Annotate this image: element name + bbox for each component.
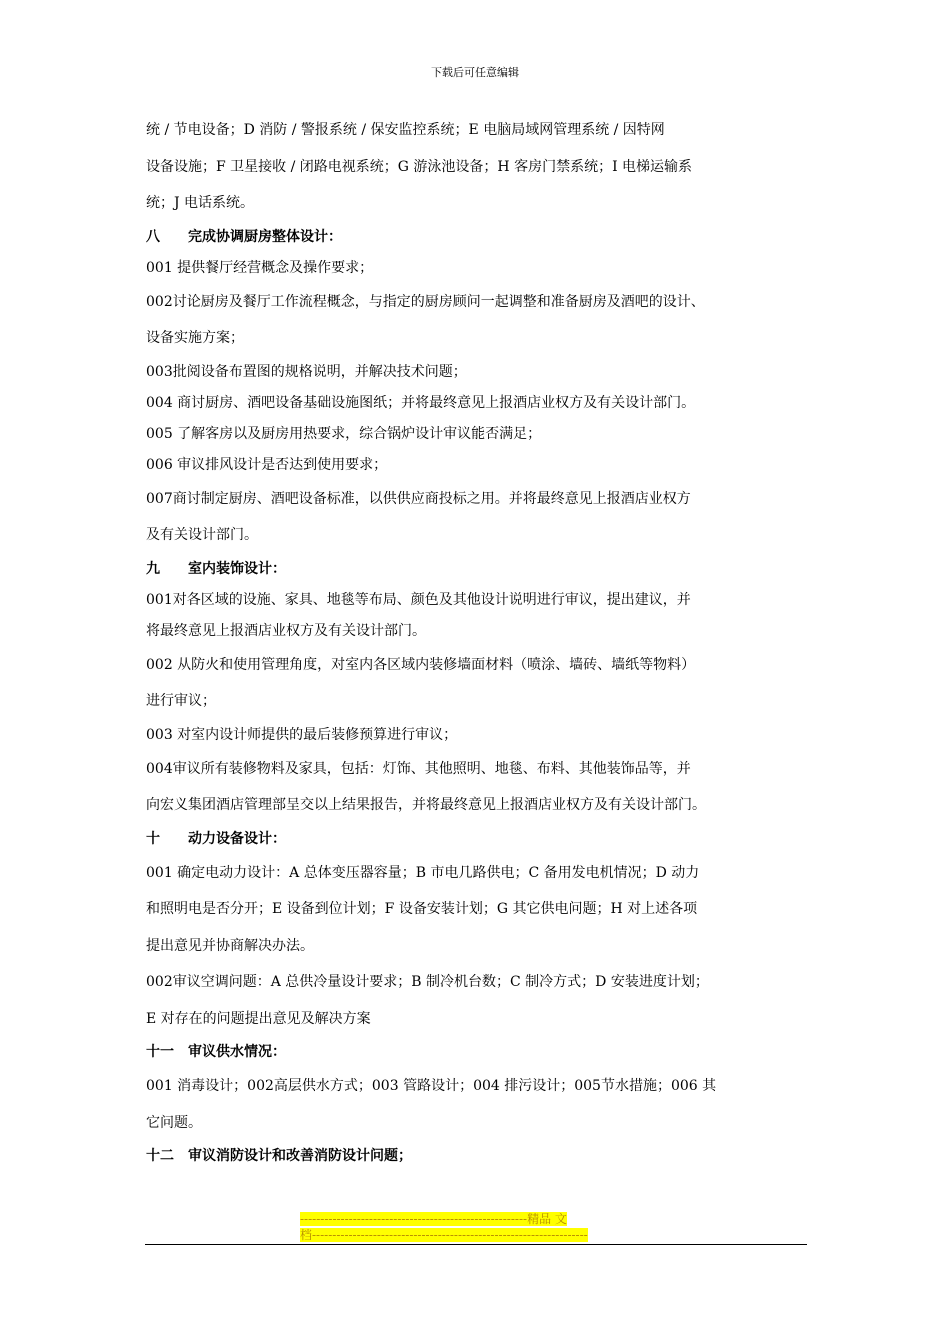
text-line: 002审议空调问题：A 总供冷量设计要求；B 制冷机台数；C 制冷方式；D 安装进度计划；: [146, 974, 709, 990]
text-line: 004审议所有装修物料及家具，包括：灯饰、其他照明、地毯、布料、其他装饰品等，并: [146, 760, 691, 777]
text-line: 001 消毒设计；002高层供水方式；003 管路设计；004 排污设计；005节水措施；006 其: [146, 1078, 717, 1094]
text-line: 004 商讨厨房、酒吧设备基础设施图纸；并将最终意见上报酒店业权方及有关设计部门。: [146, 394, 696, 411]
section-heading: [146, 1037, 810, 1068]
section-title: 审议消防设计和改善消防设计问题；: [188, 1148, 412, 1164]
text-line: 设备实施方案；: [146, 330, 244, 346]
section-title: 审议供水情况：: [188, 1044, 286, 1060]
section-heading: [146, 824, 810, 855]
text-line: 001对各区域的设施、家具、地毯等布局、颜色及其他设计说明进行审议，提出建议，并: [146, 591, 691, 608]
footer-divider: [145, 1244, 807, 1245]
text-line: 006 审议排风设计是否达到使用要求；: [146, 456, 388, 473]
text-line: 统 / 节电设备；D 消防 / 警报系统 / 保安监控系统；E 电脑局域网管理系统 / 因特网: [146, 122, 665, 138]
section-title: 动力设备设计：: [188, 830, 286, 847]
text-line: 002 从防火和使用管理角度，对室内各区域内装修墙面材料（喷涂、墙砖、墙纸等物料）: [146, 656, 696, 673]
text-line: 将最终意见上报酒店业权方及有关设计部门。: [146, 622, 426, 639]
text-line: 统；J 电话系统。: [146, 195, 255, 211]
section-number: 十: [146, 830, 160, 847]
footer-line-2: 档--------------------------------------------------------------------: [300, 1228, 588, 1242]
footer-line-1: --------------------------------------------------------精品 文: [300, 1212, 567, 1226]
section-number: 十二: [146, 1148, 174, 1164]
page-header: 下载后可任意编辑: [431, 66, 519, 79]
text-line: 007商讨制定厨房、酒吧设备标准，以供供应商投标之用。并将最终意见上报酒店业权方: [146, 490, 691, 507]
text-line: 提出意见并协商解决办法。: [146, 937, 314, 954]
text-line: 005 了解客房以及厨房用热要求，综合锅炉设计审议能否满足；: [146, 425, 542, 442]
section-title: 室内装饰设计：: [188, 560, 286, 577]
text-line: 和照明电是否分开；E 设备到位计划；F 设备安装计划；G 其它供电问题；H 对上述各项: [146, 901, 698, 917]
section-heading: [146, 222, 810, 253]
text-line: 001 确定电动力设计：A 总体变压器容量；B 市电几路供电；C 备用发电机情况；D 动力: [146, 864, 700, 881]
text-line: 及有关设计部门。: [146, 527, 258, 543]
text-line: 设备设施；F 卫星接收 / 闭路电视系统；G 游泳池设备；H 客房门禁系统；I 电梯运输系: [146, 158, 693, 175]
text-line: E 对存在的问题提出意见及解决方案: [146, 1010, 371, 1027]
page-footer: [300, 1211, 650, 1243]
text-line: 它问题。: [146, 1114, 202, 1131]
text-line: 001 提供餐厅经营概念及操作要求；: [146, 259, 374, 276]
section-number: 十一: [146, 1044, 174, 1060]
document-body: [146, 112, 810, 1172]
text-line: 进行审议；: [146, 693, 216, 709]
section-heading: [146, 554, 810, 585]
text-line: 003 对室内设计师提供的最后装修预算进行审议；: [146, 726, 458, 743]
text-line: 002讨论厨房及餐厅工作流程概念，与指定的厨房顾问一起调整和准备厨房及酒吧的设计、: [146, 293, 705, 310]
text-line: 003批阅设备布置图的规格说明，并解决技术问题；: [146, 363, 467, 380]
text-line: 向宏义集团酒店管理部呈交以上结果报告，并将最终意见上报酒店业权方及有关设计部门。: [146, 797, 706, 813]
section-number: 九: [146, 560, 160, 577]
section-title: 完成协调厨房整体设计：: [188, 228, 342, 245]
section-number: 八: [146, 228, 160, 245]
section-heading: [146, 1141, 810, 1172]
